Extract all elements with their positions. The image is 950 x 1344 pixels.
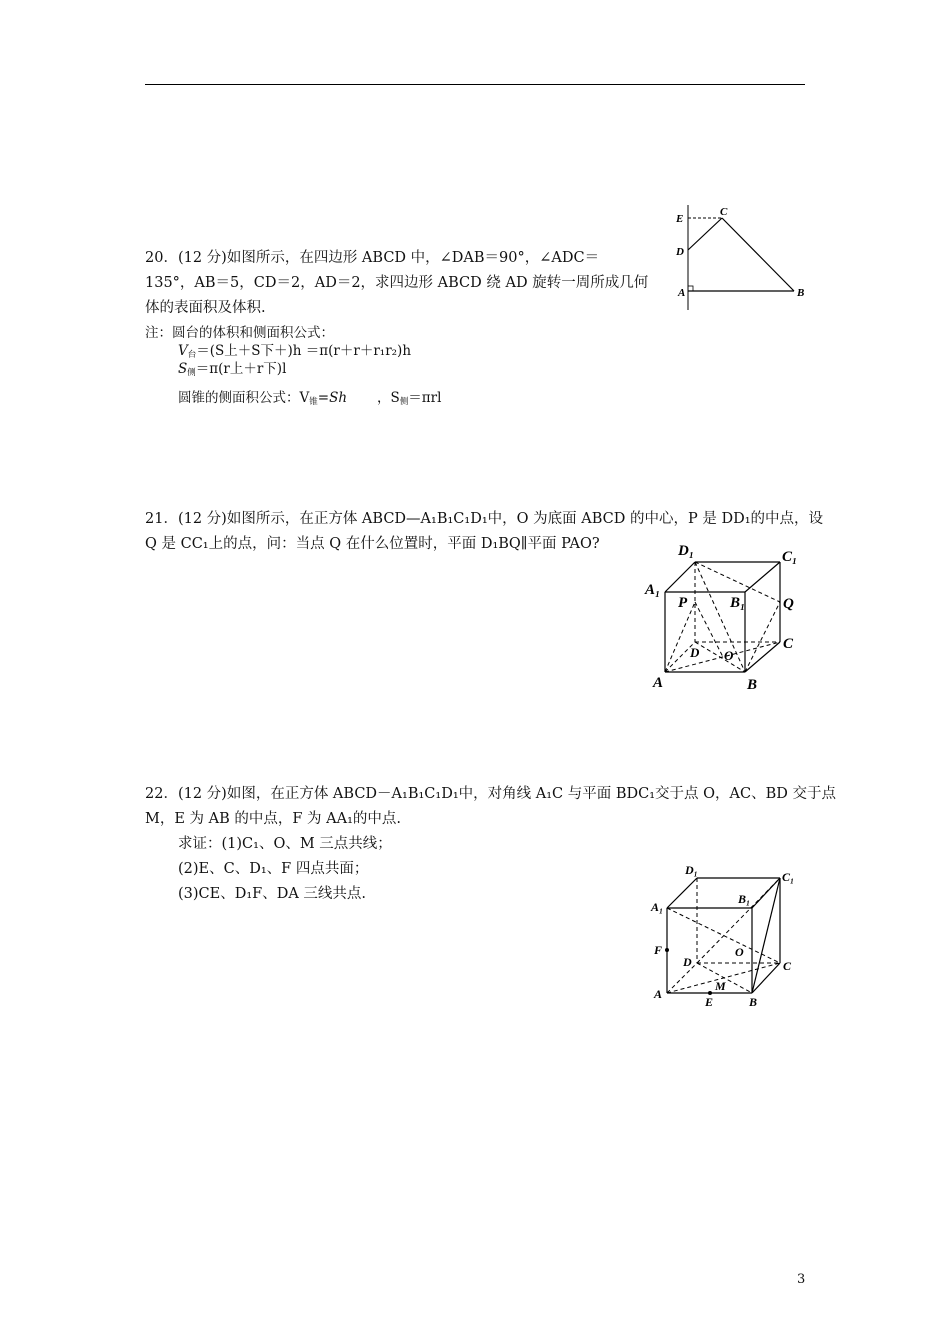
q20-formula-s-lhs: S: [178, 361, 188, 377]
q21-label-b1: B₁: [730, 595, 746, 611]
q21-label-o: O: [724, 648, 734, 663]
q20-line1: 20．(12 分)如图所示，在四边形 ABCD 中，∠DAB＝90°，∠ADC＝: [145, 250, 600, 266]
q22-label-m: M: [715, 979, 726, 993]
q21-label-c: C: [783, 636, 794, 652]
q22-label-c1: C₁: [782, 870, 795, 884]
q21-line2: Q 是 CC₁上的点，问：当点 Q 在什么位置时，平面 D₁BQ∥平面 PAO?: [145, 536, 600, 552]
q20-label-a: A: [678, 287, 686, 299]
q20-cone-formula: [178, 388, 441, 410]
q20-formula-s-sub: 侧: [187, 368, 196, 378]
q22-line1: 22．(12 分)如图，在正方体 ABCD－A₁B₁C₁D₁中，对角线 A₁C 与平面 BDC₁交于点 O，AC、BD 交于点: [145, 786, 836, 802]
q20-right-angle-mark: [688, 286, 693, 291]
page-number: 3: [797, 1272, 806, 1287]
q22-line2: M，E 为 AB 的中点，F 为 AA₁的中点.: [145, 811, 402, 827]
q20-formula-s-rhs: ＝π(r上＋r下)l: [195, 361, 287, 377]
q21-solid-edges: [665, 562, 780, 672]
q22-label-d: D: [683, 955, 692, 969]
q21-label-c1: C₁: [782, 549, 798, 565]
q21-label-b: B: [747, 677, 758, 693]
q20-formula-side: [178, 359, 286, 381]
q20-line3: 体的表面积及体积.: [145, 300, 266, 316]
q20-cone-s: ，S: [377, 390, 400, 406]
q22-proof-3: (3)CE、D₁F、DA 三线共点.: [178, 886, 367, 902]
q20-cone-mid: =Sh: [317, 390, 348, 406]
q21-dashed-edges: [665, 562, 780, 672]
q22-dashed-edges: [667, 878, 780, 993]
q22-label-c: C: [783, 959, 792, 973]
q20-label-b: B: [797, 287, 805, 299]
q20-line2: 135°，AB＝5，CD＝2，AD＝2，求四边形 ABCD 绕 AD 旋转一周所成几何: [145, 275, 649, 291]
q21-label-p: P: [678, 595, 688, 611]
q20-formula-v-lhs: V: [178, 343, 188, 359]
q20-cb-edge: [722, 218, 794, 291]
q21-label-d1: D₁: [678, 543, 695, 559]
q22-label-e: E: [705, 995, 714, 1009]
q22-label-b1: B₁: [738, 892, 751, 906]
q22-label-b: B: [749, 995, 758, 1009]
q21-label-a: A: [653, 675, 664, 691]
q22-proof-title: 求证：(1)C₁、O、M 三点共线；: [178, 836, 392, 852]
q20-cone-sub: 锥: [309, 397, 318, 407]
q20-cone-s-sub: 侧: [399, 397, 409, 407]
q20-formula-v-sub: 台: [187, 350, 197, 360]
q20-formula-v-rhs: ＝(S上＋S下＋)h ＝π(r＋r＋r₁r₂)h: [196, 343, 412, 359]
q22-figure: [645, 860, 810, 1010]
header-rule: [145, 84, 805, 85]
q20-label-e: E: [676, 213, 684, 225]
q21-line1: 21．(12 分)如图所示，在正方体 ABCD—A₁B₁C₁D₁中，O 为底面 ABCD 的中心，P 是 DD₁的中点，设: [145, 511, 824, 527]
q20-cone-text: 圆锥的侧面积公式：V: [178, 390, 310, 406]
q20-note-title: 注：圆台的体积和侧面积公式：: [145, 325, 334, 341]
q22-label-a: A: [654, 987, 663, 1001]
q22-point-f: [665, 948, 669, 952]
q22-label-f: F: [654, 943, 663, 957]
q20-cone-s-rhs: ＝πrl: [408, 390, 442, 406]
q21-label-d: D: [690, 645, 700, 660]
q22-proof-2: (2)E、C、D₁、F 四点共面；: [178, 861, 369, 877]
q21-label-a1: A₁: [645, 582, 661, 598]
q21-label-q: Q: [783, 596, 794, 612]
q20-label-d: D: [676, 246, 684, 258]
q21-figure: [640, 535, 815, 695]
q20-label-c: C: [720, 206, 728, 218]
q22-label-o: O: [735, 945, 744, 959]
q22-label-a1: A₁: [651, 900, 664, 914]
q20-dc-edge: [688, 218, 722, 250]
q20-figure: [670, 200, 815, 315]
q22-label-d1: D₁: [685, 863, 698, 877]
